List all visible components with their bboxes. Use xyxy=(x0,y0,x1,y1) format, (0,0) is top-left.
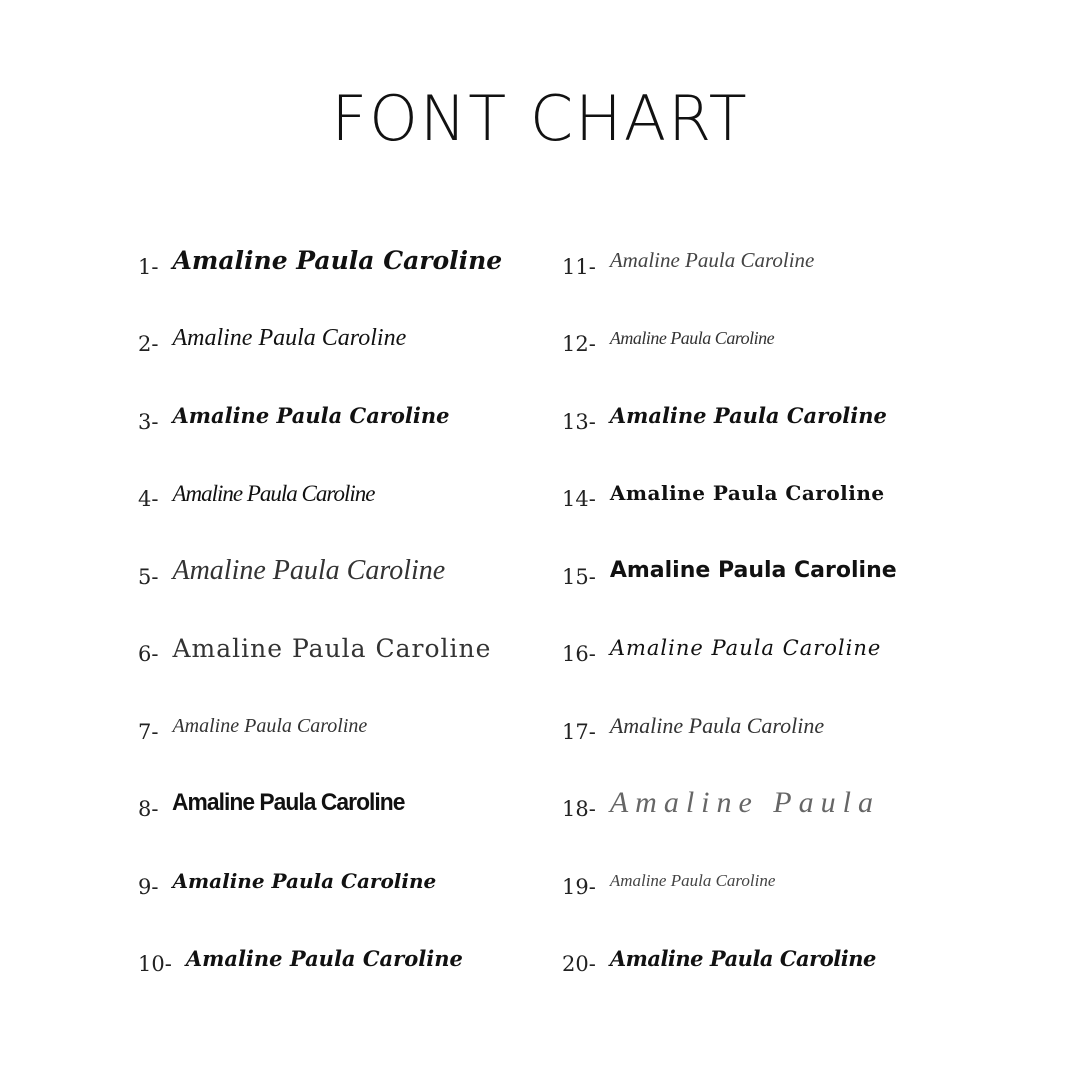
font-sample: Amaline Paula xyxy=(609,786,880,820)
font-number: 2- xyxy=(138,332,159,357)
font-number: 15- xyxy=(562,564,596,589)
font-number: 20- xyxy=(562,952,596,977)
font-number: 7- xyxy=(138,719,159,744)
font-sample: Amaline Paula Caroline xyxy=(172,633,492,663)
font-option-2 xyxy=(138,300,608,378)
font-sample: Amaline Paula Caroline xyxy=(609,945,876,971)
font-number: 14- xyxy=(562,487,596,512)
font-number: 18- xyxy=(562,797,596,822)
font-sample: Amaline Paula Caroline xyxy=(609,328,775,349)
page-title: FONT CHART xyxy=(331,82,749,155)
font-number: 16- xyxy=(562,642,596,667)
font-option-9 xyxy=(138,842,608,920)
font-option-3 xyxy=(138,377,608,455)
font-sample: Amaline Paula Caroline xyxy=(609,635,882,660)
font-sample: Amaline Paula Caroline xyxy=(609,557,897,583)
font-option-4 xyxy=(138,455,608,533)
font-number: 4- xyxy=(138,487,159,512)
font-sample: Amaline Paula Caroline xyxy=(172,325,407,352)
font-number: 3- xyxy=(138,409,159,434)
font-option-19 xyxy=(562,842,1032,920)
font-option-6 xyxy=(138,610,608,688)
font-option-8 xyxy=(138,765,608,843)
font-number: 17- xyxy=(562,719,596,744)
font-option-10 xyxy=(138,920,608,998)
font-sample: Amaline Paula Caroline xyxy=(172,554,446,586)
font-sample: Amaline Paula Caroline xyxy=(172,868,437,893)
font-sample: Amaline Paula Caroline xyxy=(609,403,887,429)
font-option-1 xyxy=(138,222,608,300)
font-option-13 xyxy=(562,377,1032,455)
font-sample: Amaline Paula Caroline xyxy=(609,248,815,273)
font-sample: Amaline Paula Caroline xyxy=(185,945,463,971)
font-option-18 xyxy=(562,765,1032,843)
font-option-14 xyxy=(562,455,1032,533)
font-option-16 xyxy=(562,610,1032,688)
font-number: 8- xyxy=(138,797,159,822)
font-number: 11- xyxy=(562,254,596,279)
font-number: 9- xyxy=(138,874,159,899)
font-list-left xyxy=(138,222,608,997)
font-option-11 xyxy=(562,222,1032,300)
font-sample: Amaline Paula Caroline xyxy=(609,481,885,506)
font-sample: Amaline Paula Caroline xyxy=(609,871,776,891)
font-number: 19- xyxy=(562,874,596,899)
font-option-20 xyxy=(562,920,1032,998)
font-number: 10- xyxy=(138,952,172,977)
font-sample: Amaline Paula Caroline xyxy=(172,246,503,276)
font-option-15 xyxy=(562,532,1032,610)
font-option-12 xyxy=(562,300,1032,378)
font-list-right xyxy=(562,222,1032,997)
font-number: 6- xyxy=(138,642,159,667)
font-sample: Amaline Paula Caroline xyxy=(172,789,405,817)
font-sample: Amaline Paula Caroline xyxy=(609,712,825,738)
font-number: 1- xyxy=(138,254,159,279)
font-sample: Amaline Paula Caroline xyxy=(172,714,368,737)
font-option-7 xyxy=(138,687,608,765)
font-number: 13- xyxy=(562,409,596,434)
font-option-17 xyxy=(562,687,1032,765)
font-number: 5- xyxy=(138,564,159,589)
font-option-5 xyxy=(138,532,608,610)
font-sample: Amaline Paula Caroline xyxy=(172,403,450,429)
font-number: 12- xyxy=(562,332,596,357)
font-sample: Amaline Paula Caroline xyxy=(172,480,375,506)
